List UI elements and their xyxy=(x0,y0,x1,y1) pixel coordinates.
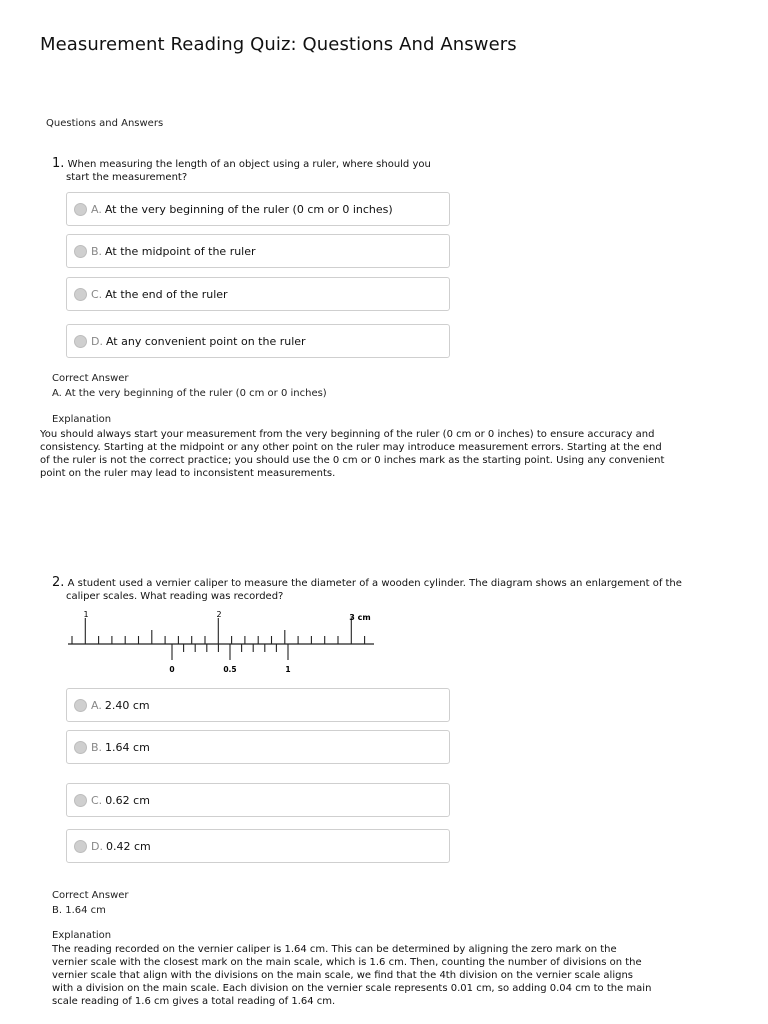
question-number: 1. xyxy=(52,156,65,171)
question-2 xyxy=(52,576,692,603)
answer-option-d[interactable] xyxy=(66,829,450,863)
option-text: 0.42 cm xyxy=(105,839,151,853)
page-title: Measurement Reading Quiz: Questions And Answers xyxy=(40,34,517,55)
question-text-line1: A student used a vernier caliper to measure the diameter of a wooden cylinder. The diagram shows an enlargement of the xyxy=(67,578,682,589)
answer-option-c[interactable] xyxy=(66,783,450,817)
option-letter: C. xyxy=(91,287,103,301)
answer-option-a[interactable] xyxy=(66,192,450,226)
radio-button[interactable] xyxy=(74,741,87,754)
option-text: At the very beginning of the ruler (0 cm or 0 inches) xyxy=(104,202,393,216)
vernier-scale-label: 1 xyxy=(285,665,291,674)
correct-answer-value: B. 1.64 cm xyxy=(52,905,106,916)
explanation-text: You should always start your measurement from the very beginning of the ruler (0 cm or 0 inches) to ensure accuracy and consistency. Starting at the midpoint or any other point on the ruler may introduce measurement errors. Starting at the end of the ruler is not the correct practice; you should use the 0 cm or 0 inches mark as the starting point. Using any convenient point on the ruler may lead to inconsistent measurements. xyxy=(40,429,665,479)
vernier-scale-label: 0 xyxy=(169,665,175,674)
option-letter: D. xyxy=(91,839,103,853)
question-number: 2. xyxy=(52,575,65,590)
main-scale-label: 3 cm xyxy=(349,613,371,622)
option-text: 2.40 cm xyxy=(104,698,150,712)
correct-answer-label: Correct Answer xyxy=(52,373,129,384)
option-text: At any convenient point on the ruler xyxy=(105,334,306,348)
explanation-label: Explanation xyxy=(52,930,112,941)
answer-option-d[interactable] xyxy=(66,324,450,358)
question-text-line2: caliper scales. What reading was recorded? xyxy=(66,591,284,602)
answer-option-b[interactable] xyxy=(66,730,450,764)
radio-button[interactable] xyxy=(74,699,87,712)
question-1 xyxy=(52,157,692,184)
explanation-label: Explanation xyxy=(52,414,112,425)
correct-answer-value: A. At the very beginning of the ruler (0 cm or 0 inches) xyxy=(52,388,327,399)
radio-button[interactable] xyxy=(74,203,87,216)
radio-button[interactable] xyxy=(74,245,87,258)
option-text: At the end of the ruler xyxy=(105,287,228,301)
radio-button[interactable] xyxy=(74,794,87,807)
correct-answer-label: Correct Answer xyxy=(52,890,129,901)
vernier-scale-label: 0.5 xyxy=(223,665,237,674)
question-text-line1: When measuring the length of an object using a ruler, where should you xyxy=(67,159,431,170)
option-letter: A. xyxy=(91,202,102,216)
option-letter: A. xyxy=(91,698,102,712)
section-heading: Questions and Answers xyxy=(46,118,164,129)
option-letter: B. xyxy=(91,244,103,258)
radio-button[interactable] xyxy=(74,840,87,853)
radio-button[interactable] xyxy=(74,288,87,301)
option-letter: C. xyxy=(91,793,103,807)
explanation-text: The reading recorded on the vernier caliper is 1.64 cm. This can be determined by aligning the zero mark on the vernier scale with the closest mark on the main scale, which is 1.6 cm. Then, counting the number of divisions on the vernier scale that align with the divisions on the main scale, we find that the 4th division on the vernier scale aligns with a division on the main scale. Each division on the vernier scale represents 0.01 cm, so adding 0.04 cm to the main scale reading of 1.6 cm gives a total reading of 1.64 cm. xyxy=(52,944,652,1007)
option-letter: B. xyxy=(91,740,103,754)
option-letter: D. xyxy=(91,334,103,348)
main-scale-label: 2 xyxy=(216,610,222,619)
option-text: 1.64 cm xyxy=(105,740,150,754)
answer-option-c[interactable] xyxy=(66,277,450,311)
option-text: 0.62 cm xyxy=(105,793,150,807)
option-text: At the midpoint of the ruler xyxy=(105,244,256,258)
vernier-caliper-diagram xyxy=(64,606,380,682)
main-scale-label: 1 xyxy=(83,610,89,619)
radio-button[interactable] xyxy=(74,335,87,348)
answer-option-b[interactable] xyxy=(66,234,450,268)
answer-option-a[interactable] xyxy=(66,688,450,722)
question-text-line2: start the measurement? xyxy=(66,172,188,183)
